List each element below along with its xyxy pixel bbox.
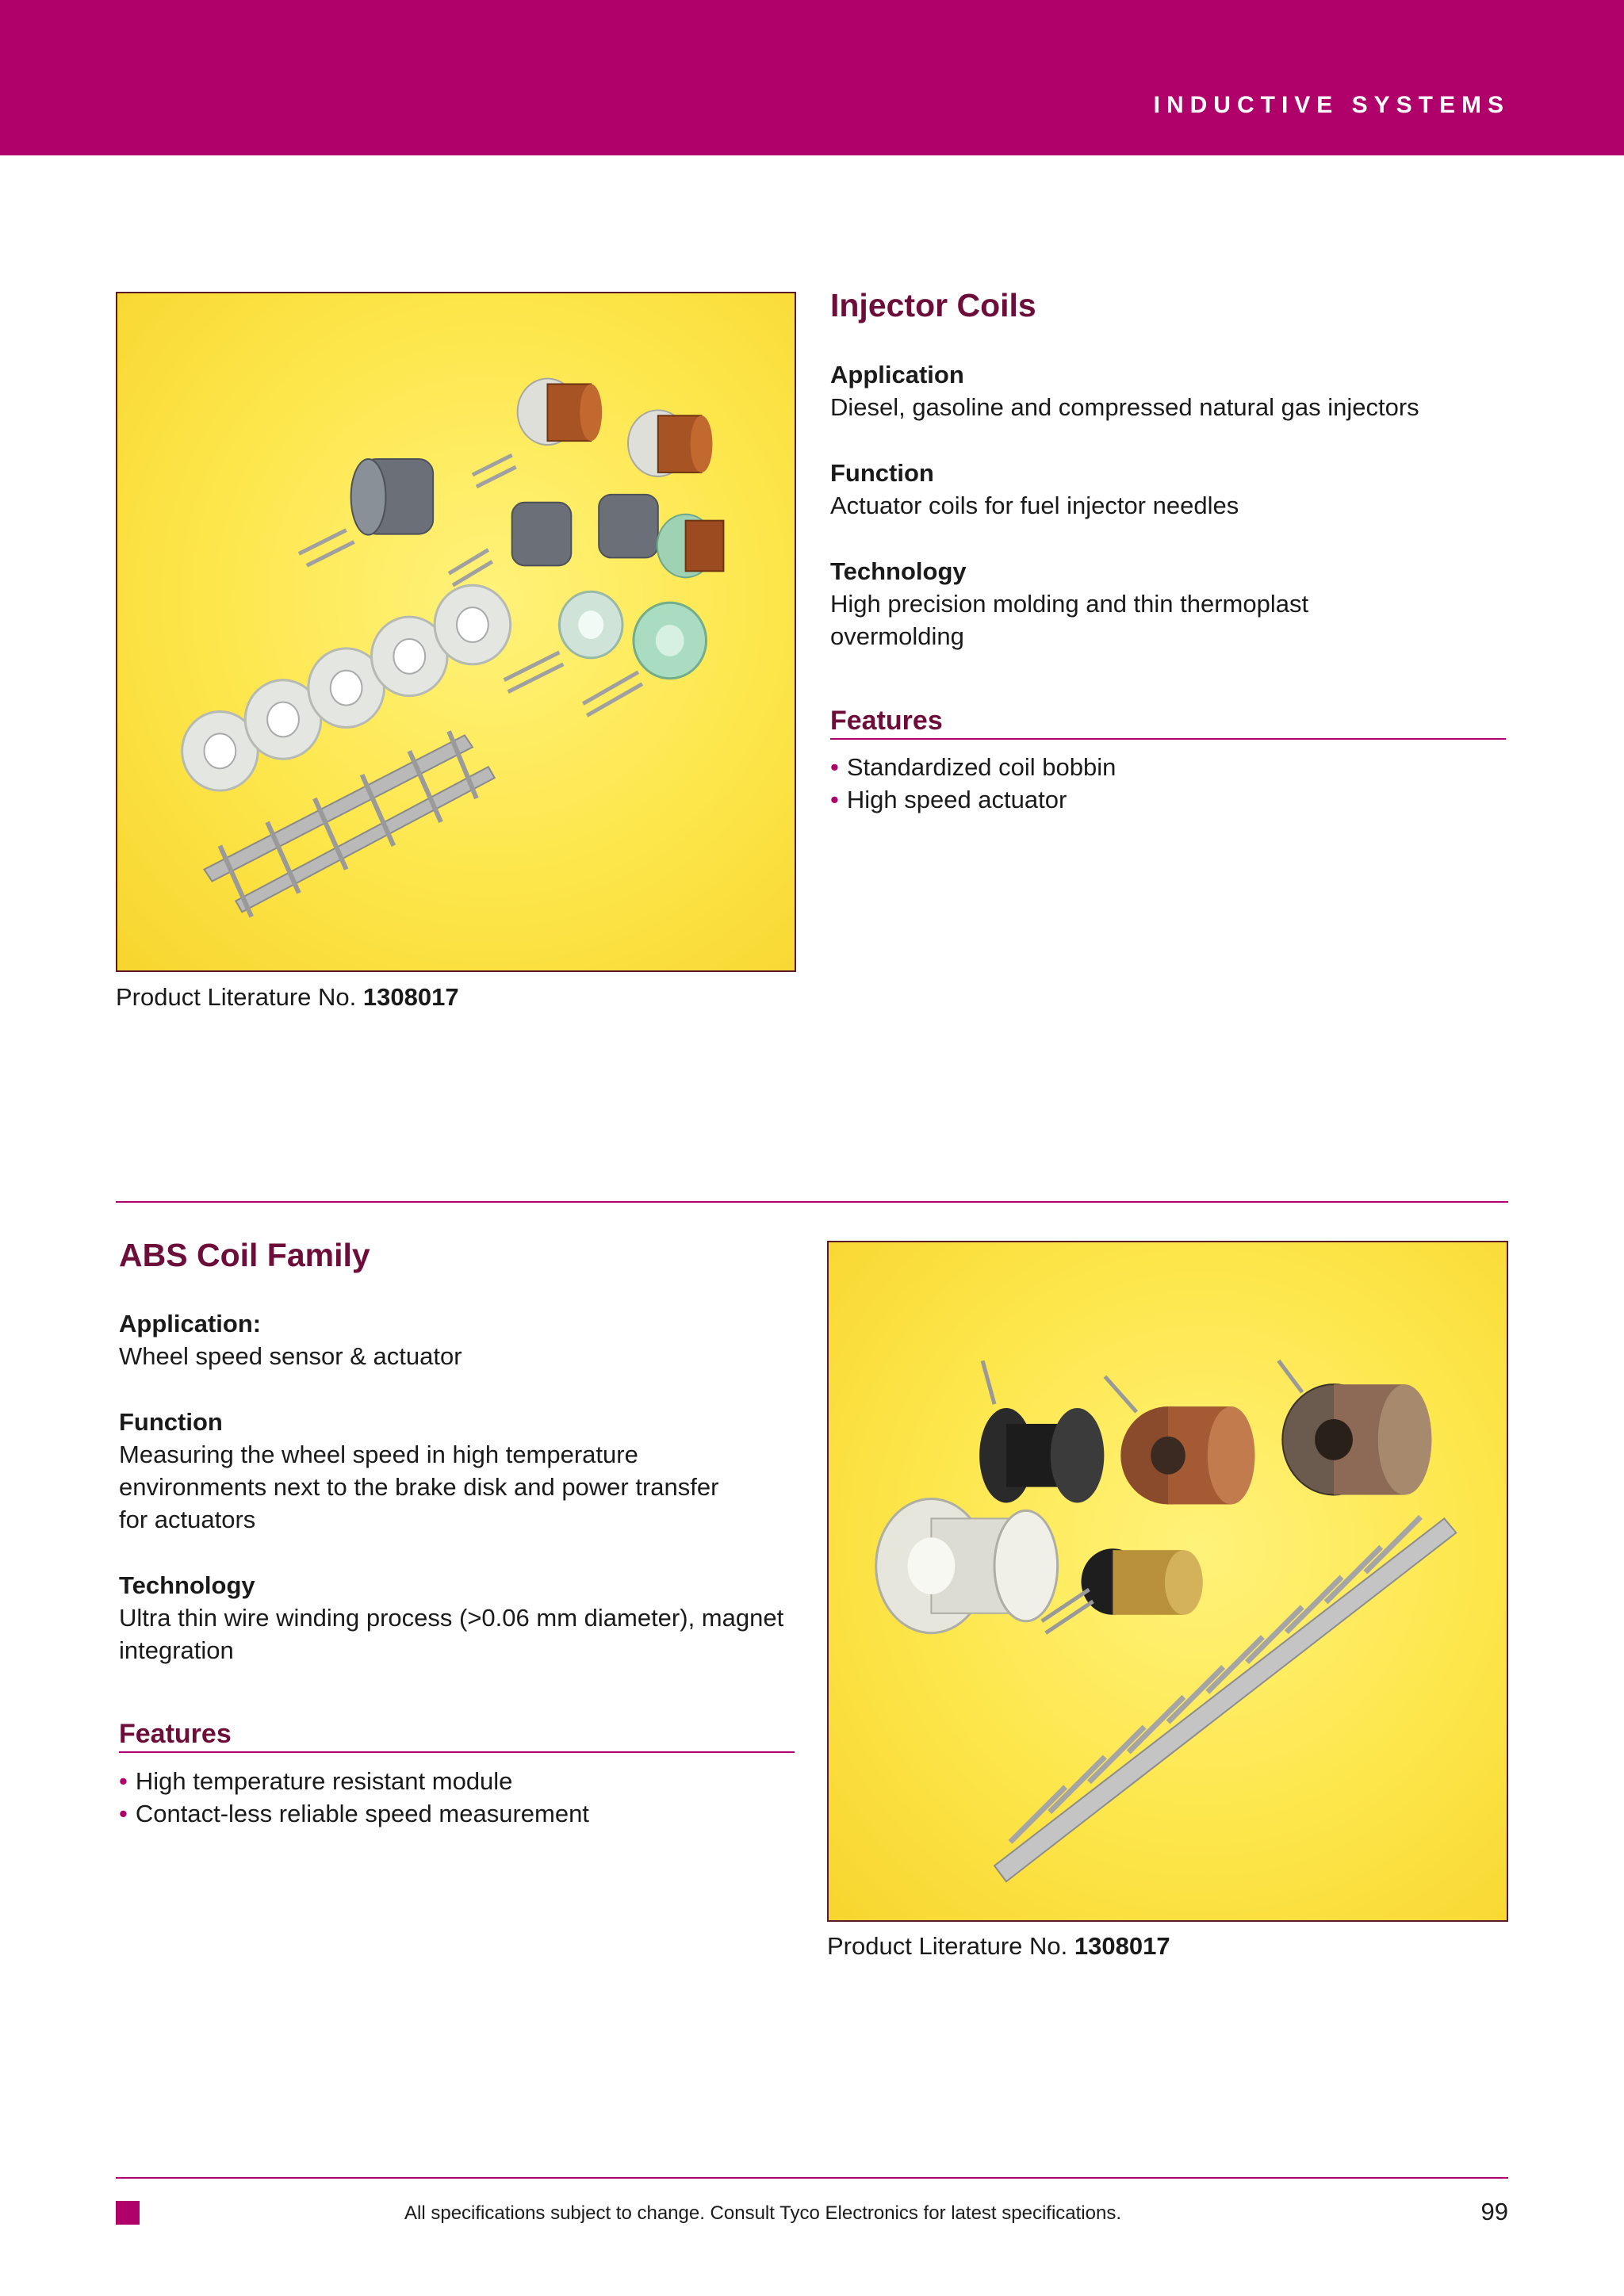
injector-product-literature-caption	[116, 983, 459, 1012]
bullet-icon: •	[119, 1767, 128, 1795]
injector-function-label: Function	[830, 459, 934, 487]
injector-coils-illustration	[117, 293, 795, 970]
abs-product-literature-caption	[827, 1932, 1170, 1961]
abs-technology-label: Technology	[119, 1571, 255, 1599]
caption-prefix: Product Literature No.	[116, 983, 357, 1011]
list-item: • High temperature resistant module	[119, 1767, 513, 1795]
injector-technology-text: High precision molding and thin thermoplast overmolding	[830, 590, 1309, 650]
injector-application-text: Diesel, gasoline and compressed natural gas injectors	[830, 393, 1419, 421]
abs-function-label: Function	[119, 1408, 223, 1436]
bullet-icon: •	[119, 1800, 128, 1827]
caption-number: 1308017	[1074, 1932, 1170, 1960]
injector-technology-label: Technology	[830, 557, 967, 585]
section-divider	[116, 1201, 1508, 1203]
bullet-icon: •	[830, 753, 839, 781]
caption-number: 1308017	[362, 983, 459, 1011]
injector-application-label: Application	[830, 361, 964, 388]
list-item: • High speed actuator	[830, 786, 1067, 813]
abs-coils-illustration	[829, 1242, 1507, 1920]
abs-features-heading: Features	[119, 1719, 795, 1753]
list-item: • Contact-less reliable speed measurement	[119, 1800, 589, 1827]
page-number: 99	[1480, 2198, 1508, 2225]
abs-application-text: Wheel speed sensor & actuator	[119, 1342, 462, 1370]
footer-rule	[116, 2177, 1508, 2179]
abs-technology-text: Ultra thin wire winding process (>0.06 mm diameter), magnet integration	[119, 1604, 784, 1664]
injector-coils-heading: Injector Coils	[830, 287, 1036, 323]
injector-function-text: Actuator coils for fuel injector needles	[830, 492, 1239, 519]
abs-features-list	[119, 1765, 589, 1830]
abs-function-text: Measuring the wheel speed in high temperature environments next to the brake disk and power transfer for actuators	[119, 1441, 719, 1533]
header-band	[0, 0, 1624, 155]
abs-coil-family-heading: ABS Coil Family	[119, 1237, 370, 1273]
footer-marker-icon	[116, 2201, 140, 2225]
list-item: • Standardized coil bobbin	[830, 753, 1116, 781]
section-title: INDUCTIVE SYSTEMS	[1153, 92, 1510, 118]
caption-prefix: Product Literature No.	[827, 1932, 1068, 1960]
injector-features-heading: Features	[830, 706, 1506, 740]
injector-coils-photo	[116, 292, 796, 972]
bullet-icon: •	[830, 786, 839, 813]
abs-coils-photo	[827, 1241, 1508, 1922]
injector-features-list	[830, 751, 1116, 816]
footer-disclaimer: All specifications subject to change. Consult Tyco Electronics for latest specifications.	[404, 2202, 1121, 2224]
abs-application-label: Application:	[119, 1310, 262, 1337]
